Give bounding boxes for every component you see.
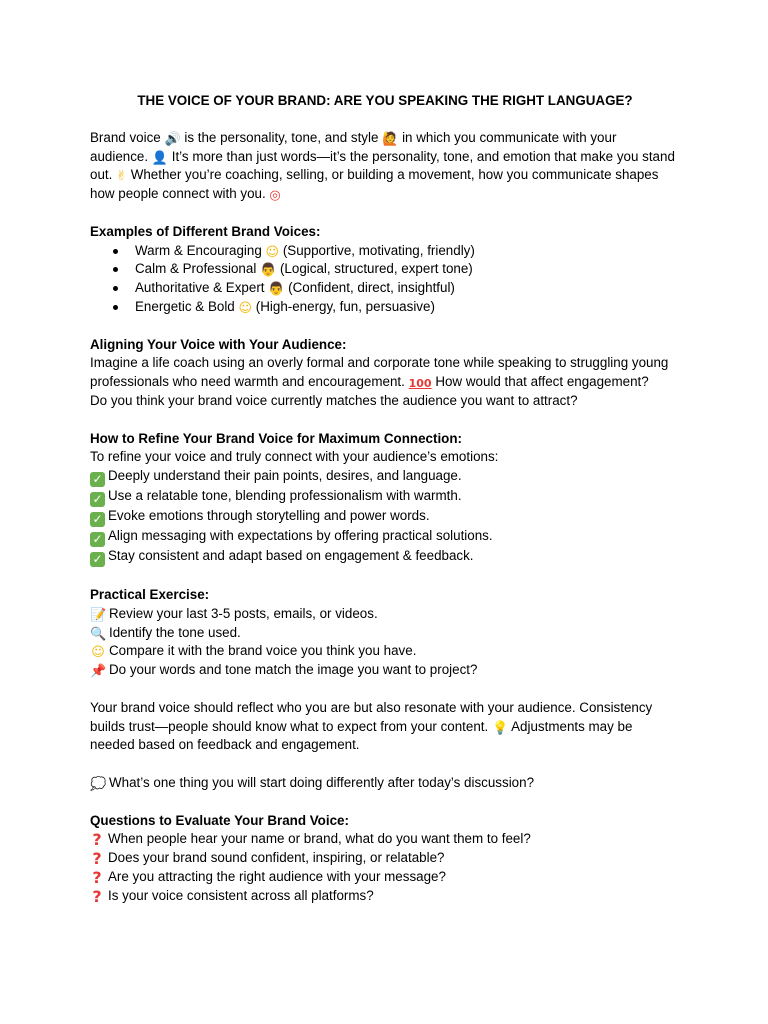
red-question-mark-icon: ? (92, 886, 102, 906)
example-label: Authoritative & Expert (135, 280, 265, 296)
example-label: Warm & Encouraging (135, 242, 262, 258)
closing-text-2: Adjustments may be needed based on feedback and engagement. (90, 718, 633, 753)
magnifying-glass-icon: 🔍 (90, 626, 107, 642)
intro-text-2: is the personality, tone, and style (184, 129, 379, 145)
list-item: ✓ Evoke emotions through storytelling and power words. (90, 507, 676, 527)
list-item (110, 279, 676, 298)
list-item: 📝 Review your last 3-5 posts, emails, or videos. (90, 605, 378, 623)
memo-icon: 📝 (90, 607, 107, 623)
list-item: 🔍 Identify the tone used. (90, 624, 241, 642)
check-mark-button-icon: ✓ (90, 512, 105, 527)
bust-in-silhouette-icon: 👤 (151, 150, 168, 166)
red-question-mark-icon: ? (92, 849, 102, 869)
check-mark-button-icon: ✓ (90, 492, 105, 507)
example-label: Energetic & Bold (135, 298, 235, 314)
questions-heading: Questions to Evaluate Your Brand Voice: (90, 812, 349, 828)
aligning-text-2: How would that affect engagement? (435, 374, 649, 390)
check-mark-button-icon: ✓ (90, 532, 105, 547)
check-mark-button-icon: ✓ (90, 552, 105, 567)
example-desc: (Logical, structured, expert tone) (279, 261, 473, 277)
thinking-face-icon: ☺ (91, 645, 105, 661)
pushpin-icon: 📌 (90, 664, 107, 680)
smiling-face-icon: ☺ (238, 300, 253, 316)
refine-intro: To refine your voice and truly connect with your audience’s emotions: (90, 449, 499, 465)
intro-paragraph (90, 129, 676, 204)
example-label: Calm & Professional (135, 261, 257, 277)
list-item: ☺ Compare it with the brand voice you think you have. (91, 643, 417, 661)
list-item: 📌 Do your words and tone match the image you want to project? (90, 662, 478, 680)
intro-text-5: Whether you’re coaching, selling, or building a movement, how you communicate shapes how people connect with you. (90, 167, 659, 202)
closing-paragraph (90, 699, 676, 755)
refine-heading: How to Refine Your Brand Voice for Maximum Connection: (90, 430, 462, 446)
closing-text-1: Your brand voice should reflect who you are but also resonate with your audience. Consistency builds trust—people should know what to expect from your content. (90, 699, 653, 734)
list-item: ✓ Align messaging with expectations by offering practical solutions. (90, 527, 676, 547)
intro-text-4: It’s more than just words—it’s the personality, tone, and emotion that make you stand out. (90, 148, 675, 183)
teacher-icon: 👨 (260, 263, 277, 279)
example-desc: (Supportive, motivating, friendly) (282, 242, 475, 258)
reflection-question: 💭 What’s one thing you will start doing differently after today’s discussion? (90, 774, 535, 792)
exercise-heading: Practical Exercise: (90, 586, 210, 602)
red-question-mark-icon: ? (92, 867, 102, 887)
list-item (110, 242, 676, 261)
light-bulb-icon: 💡 (491, 720, 509, 736)
red-question-mark-icon: ? (92, 830, 102, 850)
thought-balloon-icon: 💭 (90, 776, 107, 792)
aligning-question: Do you think your brand voice currently matches the audience you want to attract? (90, 392, 578, 408)
list-item (110, 298, 676, 317)
page-title: THE VOICE OF YOUR BRAND: ARE YOU SPEAKING THE RIGHT LANGUAGE? (137, 93, 633, 108)
list-item: ? When people hear your name or brand, what do you want them to feel? (90, 830, 676, 849)
victory-hand-icon: ✌ (116, 169, 127, 185)
speaker-icon: 🔊 (164, 131, 181, 147)
questions-list (90, 830, 676, 905)
refine-list (90, 467, 676, 567)
hugging-face-icon: ☺ (265, 244, 280, 260)
person-gesturing-icon: 🙋 (382, 131, 399, 147)
examples-heading: Examples of Different Brand Voices: (90, 223, 321, 239)
list-item: ? Is your voice consistent across all platforms? (90, 887, 676, 906)
list-item: ✓ Use a relatable tone, blending professionalism with warmth. (90, 487, 676, 507)
example-desc: (High-energy, fun, persuasive) (255, 298, 435, 314)
direct-hit-icon: ◎ (269, 188, 281, 204)
list-item: ? Does your brand sound confident, inspiring, or relatable? (90, 849, 676, 868)
aligning-heading: Aligning Your Voice with Your Audience: (90, 336, 347, 352)
list-item (110, 260, 676, 279)
examples-list (90, 242, 676, 317)
scientist-icon: 👨 (268, 282, 285, 298)
exercise-list (90, 605, 676, 680)
aligning-text-1: Imagine a life coach using an overly formal and corporate tone while speaking to struggling young professionals who need warmth and encouragement. (90, 355, 669, 390)
list-item: ✓ Deeply understand their pain points, desires, and language. (90, 467, 676, 487)
intro-text-1: Brand voice (90, 129, 161, 145)
list-item: ✓ Stay consistent and adapt based on engagement & feedback. (90, 547, 676, 567)
example-desc: (Confident, direct, insightful) (288, 280, 455, 296)
list-item: ? Are you attracting the right audience with your message? (90, 868, 676, 887)
aligning-paragraph (90, 354, 676, 392)
hundred-points-icon: 100 (408, 377, 432, 391)
intro-text-3: in which you communicate with your audience. (90, 129, 617, 164)
check-mark-button-icon: ✓ (90, 472, 105, 487)
